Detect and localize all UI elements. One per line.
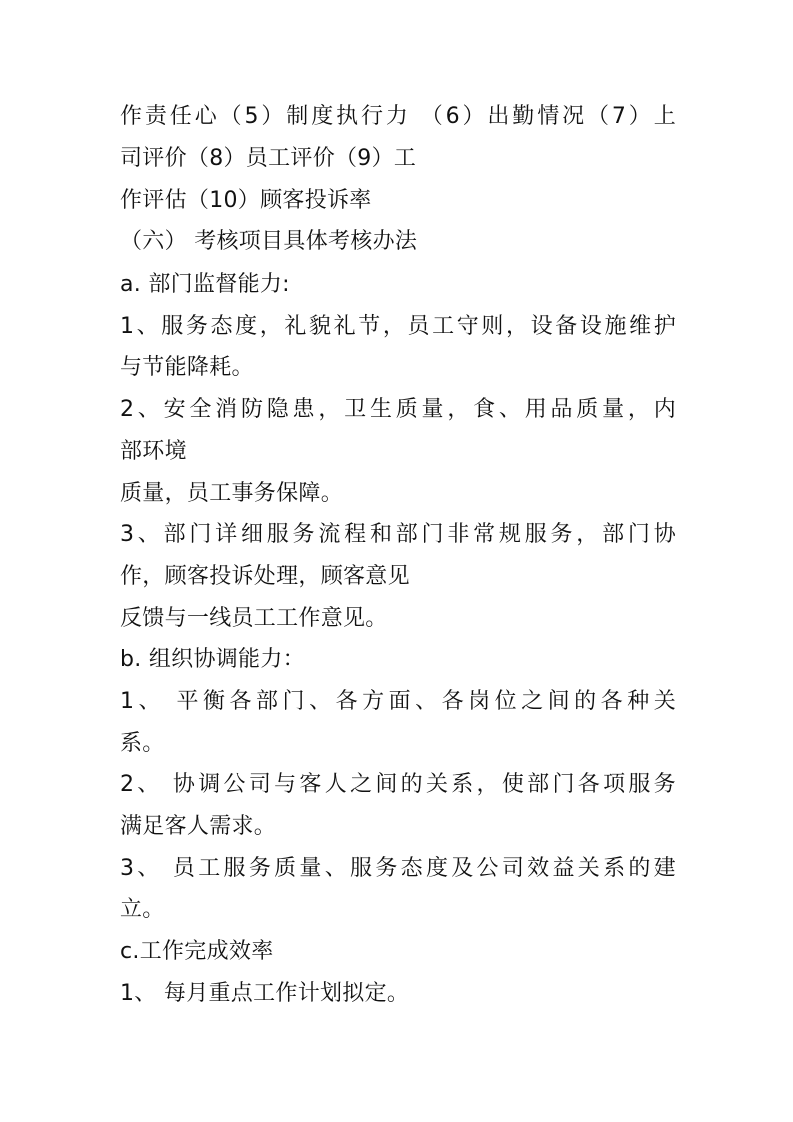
subheading-a: a. 部门监督能力:	[120, 272, 290, 297]
text-line-16: 系。	[120, 731, 165, 756]
text-line-1: 作责任心（5）制度执行力 （6）出勤情况（7）上	[120, 104, 676, 129]
section-heading-6: （六） 考核项目具体考核办法	[120, 229, 418, 254]
text-line-20: 立。	[120, 897, 165, 922]
text-line-3: 作评估（10）顾客投诉率	[120, 188, 372, 213]
text-line-8: 2、安全消防隐患，卫生质量，食、用品质量，内	[120, 397, 676, 422]
text-line-19: 3、 员工服务质量、服务态度及公司效益关系的建	[120, 856, 676, 881]
text-line-6: 1、服务态度，礼貌礼节，员工守则，设备设施维护	[120, 314, 676, 339]
text-line-15: 1、 平衡各部门、各方面、各岗位之间的各种关	[120, 689, 676, 714]
text-line-18: 满足客人需求。	[120, 814, 277, 839]
text-line-12: 作，顾客投诉处理，顾客意见	[120, 564, 410, 589]
subheading-c: c.工作完成效率	[120, 939, 274, 964]
text-line-7: 与节能降耗。	[120, 355, 254, 380]
text-line-22: 1、 每月重点工作计划拟定。	[120, 981, 410, 1006]
text-line-11: 3、部门详细服务流程和部门非常规服务，部门协	[120, 522, 676, 547]
subheading-b: b. 组织协调能力：	[120, 647, 305, 672]
text-line-9: 部环境	[120, 439, 187, 464]
text-line-17: 2、 协调公司与客人之间的关系，使部门各项服务	[120, 772, 676, 797]
text-line-13: 反馈与一线员工工作意见。	[120, 606, 388, 631]
text-line-2: 司评价（8）员工评价（9）工	[120, 146, 417, 171]
text-line-10: 质量，员工事务保障。	[120, 481, 344, 506]
